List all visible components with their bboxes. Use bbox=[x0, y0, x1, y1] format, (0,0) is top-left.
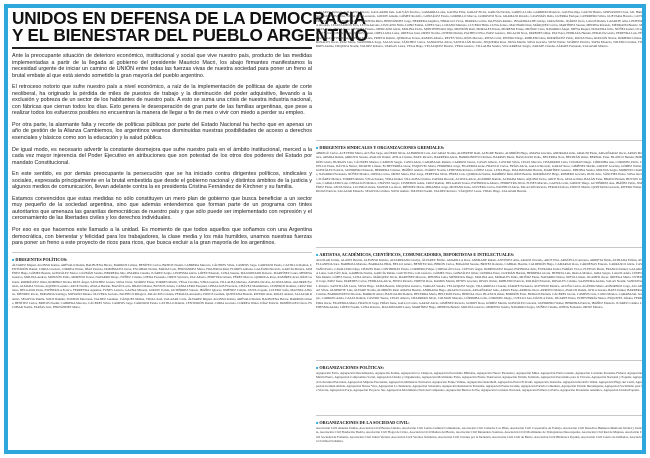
signatories-list-artistas: AGUILAR Tomás, ALANIS Beatriz, ALFONSO Ramiro, ALTAMIRANO Gladys, ÁLVAREZ Emilio, AMARILLA Dora, ANDRADE Rubén, ANTÚNEZ Alba, ARAOZ Osvaldo, ARCE Elba, ARGÜELLO Antonio, ARRIETA Nilda, ASTRADA Fabián, AVELLANEDA Sara, BARBOZA Mariano, BARRAZA Hilda, BELLO Arturo, BENÍTEZ Inés, BERÓN Carlos, BOGADO Susana, BRITEZ Rolando, CABRAL Beatriz, CALDERÓN Hugo, CAMARGO Rosa, CÁRDENAS Ernesto, CARRASCO Alicia, CASTAÑO Pedro, CAVALLERO Olga, CHAVES Raúl, CONTRERAS Estela, CORDERO Felipe, CORVALÁN Clara, CUEVAS Ángel, DOMÍNGUEZ Raquel, ESPINOZA Julio, ESTRADA Isabel, FARÍAS Víctor, FLEITAS Marta, FRANCO Daniel, GALARZA Luisa, GALVÁN Juan, GAMBOA Norma, GARCÍA Rubén, GAUTO Elsa, GIL Gustavo, GÓMEZ Nora, GONZÁLEZ Omar, GUERRA Ester, GUZMÁN Hernán, HERRERA Gloria, HUERTA Luis, IRALA Mónica, JARA Sergio, LAGOS Adela, LEDESMA Ramón, LÓPEZ Teresa, LUNA Alberto, MÁRQUEZ Silvia, MARTÍNEZ Marcelo, MEDINA Celia, MENDOZA Diego, MOLINA Ana, MORALES Pablo, MUÑOZ Elena, NAVARRO Néstor, NIEVA Liliana, OCAMPO Oscar, ORTEGA Marta, OVIEDO Jorge, PAEZ Irene, PAREDES Carlos, PEDRAZA Alicia, PINTO Ricardo, PRIETO Rosa, RAMOS Martín, REYES Graciela, RIVAS Walter, ROBLEDO Patricia, ROLDÁN Eduardo, ROSALES Cristina, SAAVEDRA Andrés, SALAS Noemí, SANDOVAL Roberto, SANTILLÁN Laura, SILVA Hugo, TAPIA Beatriz, URQUIZA Gustavo, VARGAS Sandra, VELÁZQUEZ Sergio, VILLARREAL Claudia, ZÁRATE Fernando, ACEVEDO Mónica, ACUÑA Carlos, AGÜERO Marta, ALBORNOZ Jorge, ALCARAZ Silvia, ALDERETE Luis, ALEGRE Norma, ALMIRÓN Raúl, AMAYA Beatriz, ANDRADA Hugo, ARAUJO Graciela, ARGAÑARAZ Julio, ARIAS Elena, ARMOA Oscar, ARROYO Mónica, AVALOS Rubén, AVILA Susana, BAEZ Daniel, BARRERA Cristina, BARRIONUEVO Ricardo, BARROS Alicia, BASUALDO Ramón, BECERRA Marta, BELTRÁN Pedro, BERNAL Nora, BLANCO Omar, BORDÓN Ester, BURGOS Hernán, CÁCERES Gloria, CAMPOS Luis, CANO Mónica, CARABAJAL Sergio, CARRIZO Adela, CASAS Ramón, CASTRO Teresa, CEJAS Alberto, CHAPARRO Silvia, COLMAN Marcelo, CÓRDOBA Celia, CORONEL Diego, CUELLO Ana, DÁVILA Pablo, DUARTE Elena, ECHEVERRÍA Néstor, ESQUIVEL Liliana, FERREIRA Oscar, FIGUEROA Marta, FRANCO Jorge, FRÍAS Irene, GALLO Carlos, GARAY Alicia, GIMÉNEZ Ricardo, GODOY Rosa, GÓMEZ Martín, GONZÁLEZ Graciela, GUERRERO Walter, HERRERA Patricia, IBÁÑEZ Eduardo, JUÁREZ Cristina, LEDESMA Andrés, LÓPEZ Noemí, LUNA Roberto, MALDONADO Laura, MARTÍNEZ Hugo, MEDINA Beatriz, MOLINA Gustavo, MORENO Sandra, NAVARRO Sergio, NÚÑEZ Claudia, OJEDA Fernando, ORTIZ Mónica. bbox=[316, 258, 642, 309]
section-heading-sindicales: ■ DIRIGENTES SINDICALES Y ORGANIZACIONES GREMIALES: bbox=[316, 145, 642, 150]
section-heading-artistas: ■ ARTISTAS, ACADÉMICOS, CIENTÍFICOS, COMUNICADORES, DEPORTISTAS E INTELECTUALES: bbox=[316, 252, 642, 257]
title-line-1: UNIDOS EN DEFENSA DE LA DEMOCRACIA bbox=[12, 8, 366, 28]
right-divider-1 bbox=[316, 140, 642, 141]
right-divider-3 bbox=[316, 360, 642, 361]
paragraph-7: Por eso es que hacemos este llamado a la unidad. Es momento de que todos aquellos que soñamos con una Argentina democrática, con bienestar y felicidad para los trabajadores, la clase media y los más humildes, unamos nuestras fuerzas para poner un freno a este proyecto de ricos para ricos, que busca excluir a la gran mayoría de los argentinos. bbox=[12, 227, 312, 247]
paragraph-2: El retroceso notorio que sufre nuestro país a nivel económico, a raíz de la implementación de políticas de ajuste de corte neoliberal, ha originado la pérdida de miles de puestos de trabajo y la disminución del poder adquisitivo, llevando a la exclusión y pobreza de un sector de los habitantes de nuestro país. A esto se suma una crisis de nuestra industria nacional, con fábricas que cierran todos los días. Esto genera le desesperación de gran parte de las familias argentinas, que pese a realizar todos los esfuerzos posibles no encuentran la manera de llegar a fin de mes o vivir con miedo a perder su empleo. bbox=[12, 84, 312, 117]
section-heading-politicos: ■ DIRIGENTES POLÍTICOS: bbox=[12, 257, 312, 262]
paragraph-6: Estamos convencidos que estas medidas no sólo constituyen un mero plan de gobierno que busca beneficiar a un sector muy pequeño de la sociedad argentina, sino que además entendemos que forman parte de un programa con tintes autoritarios que amenaza las garantías democráticas de nuestro país y que sólo puede ser implementado con represión y el cercenamiento de las libertades civiles y los derechos individuales. bbox=[12, 195, 312, 222]
paragraph-5: En este sentido, es por demás preocupante la persecución que se ha iniciado contra dirigentes políticos, sindicales y sociales, expresada principalmente en la brutal embestida que desde el gobierno nacional y distintos ámbitos de la justicia y algunos medios de comunicación, llevan adelante contra la ex presidenta Cristina Fernández de Kirchner y su familia. bbox=[12, 171, 312, 191]
signatories-list-sindicales: ABREGÚ Carlos, ACEVEDO Marta, ACUÑA Jorge, AGÜERO Silvia, ALBORNOZ Luis, ALCARAZ Norma, ALDERETE Raúl, ALEGRE Beatriz, ALMIRÓN Hugo, AMAYA Graciela, ANDRADA Julio, ARAUJO Elena, ARGAÑARAZ Oscar, ARIAS Mónica, ARMOA Rubén, ARROYO Susana, AVALOS Daniel, AVILA Cristina, BAEZ Ricardo, BARRERA Alicia, BARRIONUEVO Ramón, BARROS Marta, BASUALDO Pedro, BECERRA Nora, BELTRÁN Omar, BERNAL Ester, BLANCO Hernán, BORDÓN Gloria, BURGOS Luis, CÁCERES Mónica, CAMPOS Sergio, CANO Adela, CARABAJAL Ramón, CARRIZO Teresa, CASAS Alberto, CASTRO Silvia, CEJAS Marcelo, CHAPARRO Celia, COLMAN Diego, CÓRDOBA Ana, CORONEL Pablo, CUELLO Elena, DÁVILA Néstor, DUARTE Liliana, ECHEVERRÍA Oscar, ESQUIVEL Marta, FERREIRA Jorge, FIGUEROA Irene, FRANCO Carlos, FRÍAS Alicia, GALLO Ricardo, GARAY Rosa, GIMÉNEZ Martín, GODOY Graciela, GÓMEZ Walter, GONZÁLEZ Patricia, GUERRERO Eduardo, HERRERA Cristina, IBÁÑEZ Andrés, JUÁREZ Noemí, LEDESMA Roberto, LÓPEZ Laura, LUNA Hugo, MALDONADO Beatriz, MARTÍNEZ Gustavo, MEDINA Sandra, MOLINA Sergio, MORENO Claudia, NAVARRO Fernando, NÚÑEZ Mónica, OJEDA Carlos, ORTIZ Marta, PAZ Jorge, PEREYRA Silvia, PÉREZ Luis, QUIROGA Norma, RAMÍREZ Raúl, RÍOS Beatriz, RODRÍGUEZ Hugo, ROMERO Graciela, RUIZ Julio, SÁNCHEZ Elena, SOSA Oscar, SUÁREZ Mónica, TORRES Rubén, VEGA Susana, VERA Daniel, VILLALBA Cristina, ZAPATA Ricardo, ACOSTA Alicia, AGUIRRE Ramón, ALMADA Marta, AQUINO Pedro, ARCE Nora, AYALA Omar, BAZÁN Ester, BRAVO Hernán, BUSTOS Gloria, CABALLERO Luis, CEBALLOS Mónica, CHÁVEZ Sergio, CISNEROS Adela, CRUZ Ramón, DELGADO Teresa, ESPÍNDOLA Alberto, FERREYRA Silvia, FUNES Marcelo, GAUNA Celia, GODOY Diego, GUTIÉRREZ Ana, IBÁÑEZ Pablo, JIMÉNEZ Elena, LEIVA Néstor, LUCERO Liliana, MANSILLA Oscar, MÉNDEZ Marta, MIRANDA Jorge, MOYANO Irene, OLIVERA Carlos, PACHECO Alicia, PALACIOS Ricardo, PERALTA Rosa, PONCE Martín, QUINTANA Graciela, RIVERO Walter, ROJAS Patricia, SALAZAR Eduardo, SEGOVIA Cristina, SOTO Andrés, TOLEDO Noemí, VALDEZ Roberto, VÁZQUEZ Laura, VIDAL Hugo, ZALAZAR Beatriz. bbox=[316, 151, 642, 194]
title-rule bbox=[12, 47, 312, 49]
paragraph-4: De igual modo, es necesario advertir la constante desmejora que sufre nuestro país en el ámbito institucional, merced a la cada vez mayor injerencia del Poder Ejecutivo en atribuciones que son potestad de los otros dos poderes del Estado por mandato Constitucional. bbox=[12, 146, 312, 166]
signatories-list-sociedad-civil: Asociación Civil Abuelas Unidas, Asociación Civil Barrios Unidos, Asociación Civil Centro Cultural Comunitario, Asociación Civil Comedor Los Pibes, Asociación Civil Cooperativa de Trabajo, Asociación Civil Derechos Humanos Memoria Verdad y Justicia, Asociación Civil Fundación Pueblo, Asociación Civil Hogar de Cristo, Asociación Civil Madres del Barrio, Asociación Civil Merendero Sonrisas, Asociación Civil Movimiento de Trabajadores Desocupados, Asociación Civil Red de Mujeres, Asociación Civil Sociedad de Fomento, Asociación Civil Unión Vecinal, Asociación Civil Vecinos Solidarios, Asociación Civil Jóvenes por la Inclusión, Asociación Civil Club de Barrio, Asociación Civil Biblioteca Popular, Asociación Civil Centro de Jubilados, Asociación Civil Red Solidaria. bbox=[316, 426, 642, 443]
paragraph-1: Ante la preocupante situación de deterioro económico, institucional y social que vive nuestro país, producto de las medidas implementadas a partir de la llegada al gobierno del presidente Mauricio Macri, los abajo firmantes manifestamos la necesidad urgente de iniciar un camino de UNIÓN entre todas las fuerzas vivas de nuestra sociedad para poner un freno al brutal embate al que está siendo sometido la gran mayoría del pueblo argentino. bbox=[12, 53, 312, 79]
signatories-list-continued: GALARZA Ramona, GALEANO Ernesto, GALLARDO Inés, GALVÁN Teodoro, GAMARRA Luisa, GAONA Félix, GARAY Elvira, GARCÍA Nicolás, GARECA Lidia, GARRIDO Mauricio, GAUNA Olga, GAUTO Benito, GERVASONI Clara, GIL Humberto, GIMÉNEZ Irma, GIRALDEZ Leonardo, GODOY Amalia, GÓMEZ Rodolfo, GONZÁLEZ Estela, GORDILLO Marcos, GOROSITO Nora, GRAMAJO Ricardo, GUAYMÁS Delia, GUERRA Enrique, GUERRERO Silvia, GUEVARA Horacio, GUTIÉRREZ Noemí, GUZMÁN Rafael, HEREDIA Mirta, HERNÁNDEZ Jorge, HERRERA Angélica, HIDALGO Víctor, IBARRA Cecilia, IGLESIAS Ramiro, INSAURRALDE Gladys, JARA Emilio, JUÁREZ Dora, LAGOS Rubén, LAZARTE Alba, LEDESMA Osvaldo, LEGUIZAMÓN Elba, LEIVA Antonio, LEZCANO Nilda, LOBO Fabián, LÓPEZ Sara, LOZANO Mariano, LUCERO Hilda, LUNA Arturo, MACHADO Inés, MÁRQUEZ Carlos, MARTÍNEZ Susana, MEDINA Rolando, MEDRANO Beatriz, MEJÍAS Hugo, MENA Rosa, MÉNDEZ Ernesto, MERCADO Alicia, MOLINA Pedro, MONTENEGRO Olga, MONZÓN Raúl, MORALES Estela, MORENO Felipe, MUÑOZ Clara, NAVARRO Ángel, NIEVA Raquel, NOGUERA Julio, NÚÑEZ Isabel, OCAMPO Víctor, OJEDA Marta, OLMOS Daniel, ORELLANA Luisa, ORTEGA Juan, ORTIZ Norma, OVIEDO Rubén, PACHECO Elsa, PAEZ Gustavo, PALACIO Nora, PAREDES Omar, PAZ Ester, PEDRAZA Hernán, PERALTA Gloria, PEREYRA Luis, PÉREZ Mónica, PINTO Sergio, PONCE Adela, PRIETO Ramón, QUIROGA Teresa, RAMOS Alberto, REYES Silvia, RÍOS Marcelo, RIVAS Celia, RIVERO Diego, ROBLEDO Ana, RODRÍGUEZ Pablo, ROJAS Elena, ROLDÁN Néstor, ROMERO Liliana, ROSALES Oscar, RUIZ Marta, SAAVEDRA Jorge, SALAS Irene, SÁNCHEZ Carlos, SANDOVAL Alicia, SANTILLÁN Ricardo, SEQUEIRA Rosa, SILVA Martín, SOSA Graciela, SOTO Walter, SUÁREZ Patricia, TAPIA Eduardo, TOLEDO Cristina, TORRES Andrés, URQUIZA Noemí, VALDEZ Roberto, VARGAS Laura, VEGA Hugo, VELÁZQUEZ Beatriz, VERA Gustavo, VILLALBA Sandra, VILLARREAL Sergio, ZARATE Claudia, ZÁRATE Fernando, ZALAZAR Mónica. bbox=[316, 10, 642, 48]
document-page bbox=[4, 4, 646, 454]
signatories-list-org-politicas: Agrupación Evita, Agrupación Descamisados, Agrupación Kolina, Agrupación La Cámpora, Agrupación Peronismo Militante, Agrupación Nuevo Encuentro, Agrupación Miles, Agrupación Patria Grande, Agrupación Corriente Peronista Federal, Agrupación Martín Fierro, Agrupación Compromiso Social, Agrupación Unidos y Organizados, Agrupación Movimiento Evita, Agrupación Frente Transversal, Agrupación Partido Solidario, Agrupación Peronismo para la Victoria, Agrupación Nacional y Popular, Agrupación Juventud Peronista, Agrupación Mujeres Peronistas, Agrupación Militancia Territorial, Agrupación Felipe Vallese, Agrupación Oesterheld, Agrupación Envar El Kadri, Agrupación Jauretche, Agrupación Rodolfo Walsh, Agrupación Hugo del Carril, Agrupación Germán Abdala, Agrupación Néstor Vive, Agrupación La Tendencia, Agrupación Soberanía, Agrupación Resistencia Peronista, Agrupación Frente Grande, Agrupación Partido Comunista, Agrupación Partido Intransigente, Agrupación Socialismo para la Victoria, Agrupación Forja, Agrupación Proyecto Sur, Agrupación Movimiento Nacional Campesino, Agrupación Barrios de Pie, Agrupación Corriente Nacional, Agrupación Primero la Patria, Agrupación Peronismo Auténtico, Agrupación Unidad Popular. bbox=[316, 371, 642, 392]
right-column bbox=[316, 10, 642, 452]
section-heading-org-politicas: ■ ORGANIZACIONES POLÍTICAS: bbox=[316, 365, 642, 370]
right-divider-2 bbox=[316, 247, 642, 248]
paragraph-3: Por otra parte, la alarmante falta y recorte de políticas públicas por parte del Estado Nacional ha hecho que en apenas un año de gestión de la Alianza Cambiemos, los argentinos veamos disminuidas nuestras posibilidades de acceso a derechos esenciales y básicos como son la educación y la salud pública. bbox=[12, 121, 312, 142]
right-divider-4 bbox=[316, 415, 642, 416]
section-heading-sociedad-civil: ■ ORGANIZACIONES DE LA SOCIEDAD CIVIL: bbox=[316, 420, 642, 425]
title-line-2: Y EL BIENESTAR DEL PUEBLO ARGENTINO bbox=[12, 25, 368, 45]
left-divider bbox=[12, 252, 312, 253]
signatories-list-politicos: ÁLVAREZ Miguel, ALONSO Karina, ARÉVALO Rubén, BALBUENA Héctor, BARRIOS Liliana, BENÍTEZ Carlos, BRITOS Noemí, CABRERA Marcelo, CÁCERES Silvia, CAMPOS Jorge, CARDOZO Estela, CASTILLO Ramón, CENTURIÓN Daniel, CORIA Graciela, CORREA Walter, DÍAZ Patricia, DOMÍNGUEZ Oscar, ESCOBAR Norma, FARÍAS Luis, FERNÁNDEZ Marta, FIGUEROA Raúl, FLORES Adriana, GALEANO Ricardo, GARCÍA Mónica, GIMÉNEZ Hugo, GÓMEZ Beatriz, GONZÁLEZ Néstor, GUZMÁN Sandra, HERRERA Julio, IBARRA Claudia, JUÁREZ Sergio, LEDESMA Alicia, LÓPEZ Eduardo, LUNA Susana, MALDONADO Roberto, MARTÍNEZ Laura, MEDINA Gustavo, MOLINA Andrea, MONZÓN Pablo, MORENO Teresa, NAVARRO Diego, NÚÑEZ Cristina, OJEDA Fernando, ORTIZ Verónica, PAZ Alberto, PEREYRA Liliana, PÉREZ Marcos, QUIROGA Rosa, RAMÍREZ Ariel, RÍOS Gabriela, RODRÍGUEZ Omar, ROMERO Silvina, RUIZ Ángel, SÁNCHEZ Lorena, SOSA Javier, SUÁREZ Elena, TORRES Martín, VEGA Carolina, VERA Gastón, VILLALBA Mariana, ZAPATA Nicolás, ACOSTA Mirta, AGUIRRE Facundo, ALMADA Viviana, AQUINO Leandro, ARCE Natalia, AYALA Hernán, BAZÁN Lucía, BRAVO Matías, BUSTOS Julieta, CABALLERO Ezequiel, CEBALLOS Florencia, CHÁVEZ Maximiliano, CISNEROS Romina, CRUZ Emiliano, DELGADO Paula, ESPÍNDOLA Franco, FERREYRA Agustina, FUNES Lautaro, GAUNA Micaela, GODOY Tomás, GUTIÉRREZ Valeria, IBÁÑEZ Ignacio, JIMÉNEZ Camila, LEIVA Joaquín, LUCERO Sofía, MANSILLA Bruno, MÉNDEZ Rocío, MIRANDA Santiago, MOYANO Daiana, OLIVERA Luciano, PACHECO Milagros, PALACIOS Cristian, PERALTA Antonella, PONCE Germán, QUINTANA Brenda, RIVERO Alan, ROJAS Aldana, SALAZAR Ramiro, SEGOVIA Yamila, SOTO Damián, TOLEDO Macarena, VALDEZ Jonathan, VÁZQUEZ Melina, VIDAL Axel, ZALAZAR Carla, ÁLVAREZ Miguel, ALONSO Karina, ARÉVALO Rubén, BALBUENA Héctor, BARRIOS Liliana, BENÍTEZ Carlos, BRITOS Noemí, CABRERA Marcelo, CÁCERES Silvia, CAMPOS Jorge, CARDOZO Estela, CASTILLO Ramón, CENTURIÓN Daniel, CORIA Graciela, CORREA Walter, DÍAZ Patricia, DOMÍNGUEZ Oscar, ESCOBAR Norma, FARÍAS Luis, FERNÁNDEZ Marta. bbox=[12, 262, 312, 310]
